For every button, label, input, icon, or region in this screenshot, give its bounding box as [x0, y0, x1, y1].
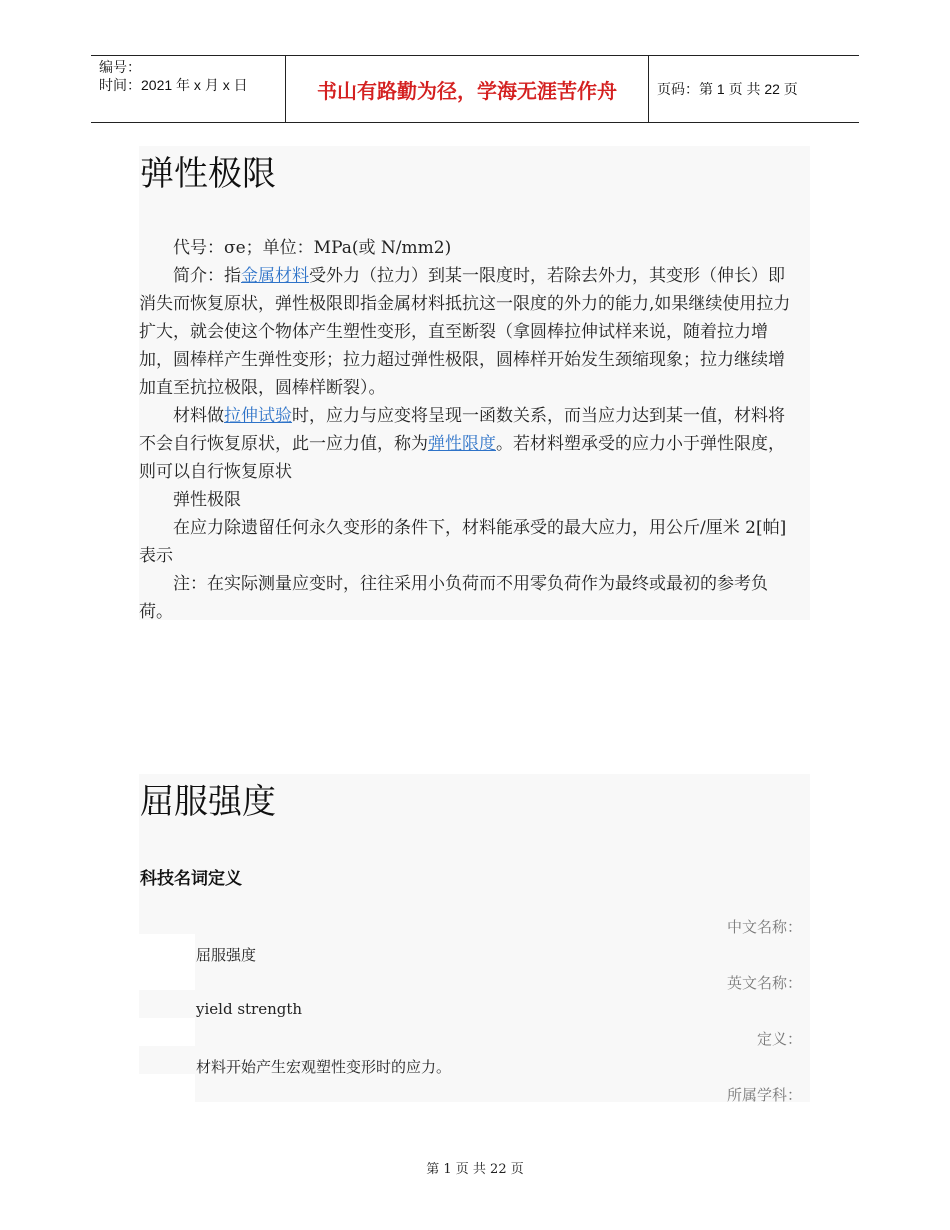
row-label-definition: 定义： [756, 1030, 802, 1048]
metal-material-link[interactable]: 金属材料 [241, 266, 309, 286]
row-label-chinese-name: 中文名称： [726, 918, 802, 936]
row-spacer [139, 934, 195, 962]
text-run: 时，应力与应变将呈现一函数关系，而当应力达到某一值，材料将不会自行恢复原状，此一应力值，称为 [139, 406, 785, 454]
section-subtitle: 科技名词定义 [140, 869, 242, 889]
document-header [91, 55, 859, 123]
row-value-chinese-name: 屈服强度 [196, 946, 257, 964]
header-page-info: 页码：第 1 页 共 22 页 [657, 81, 798, 97]
section-body [139, 234, 799, 626]
row-value-english-name: yield strength [196, 1000, 303, 1018]
paragraph: 代号：σe；单位：MPa(或 N/mm2) [173, 238, 452, 258]
paragraph [139, 262, 799, 402]
row-spacer [139, 962, 195, 990]
text-run: 材料做 [173, 406, 224, 426]
tensile-test-link[interactable]: 拉伸试验 [224, 406, 292, 426]
section-elastic-limit [139, 146, 810, 620]
elastic-limit-link[interactable]: 弹性限度 [428, 434, 496, 454]
row-label-discipline: 所属学科： [726, 1086, 802, 1104]
section-title: 屈服强度 [140, 782, 276, 822]
header-motto: 书山有路勤为径，学海无涯苦作舟 [286, 56, 649, 122]
row-spacer [139, 1018, 195, 1046]
page-footer: 第 1 页 共 22 页 [426, 1162, 524, 1177]
number-label: 编号： [99, 59, 141, 75]
paragraph [139, 402, 799, 486]
row-spacer [139, 1074, 195, 1102]
row-value-definition: 材料开始产生宏观塑性变形时的应力。 [196, 1058, 452, 1076]
time-label: 时间：2021 年 x 月 x 日 [99, 77, 248, 93]
paragraph: 注：在实际测量应变时，往往采用小负荷而不用零负荷作为最终或最初的参考负荷。 [139, 574, 768, 622]
paragraph: 弹性极限 [173, 490, 241, 510]
text-run: 简介：指 [173, 266, 241, 286]
text-run: 。若材料塑承受的应力小于弹性限度，则可以自行恢复原状 [139, 434, 785, 482]
section-yield-strength [139, 774, 810, 1102]
header-meta [91, 56, 286, 122]
row-label-english-name: 英文名称： [726, 974, 802, 992]
section-title: 弹性极限 [140, 154, 276, 194]
paragraph: 在应力除遗留任何永久变形的条件下，材料能承受的最大应力，用公斤/厘米 2[帕]表示 [139, 518, 787, 566]
text-run: 受外力（拉力）到某一限度时，若除去外力，其变形（伸长）即消失而恢复原状，弹性极限即指金属材料抵抗这一限度的外力的能力,如果继续使用拉力扩大，就会使这个物体产生塑性变形，直至断裂（拿圆棒拉伸试样来说，随着拉力增加，圆棒样产生弹性变形；拉力超过弹性极限，圆棒样开始发生颈缩现象；拉力继续增加直至抗拉极限，圆棒样断裂）。 [139, 266, 791, 398]
